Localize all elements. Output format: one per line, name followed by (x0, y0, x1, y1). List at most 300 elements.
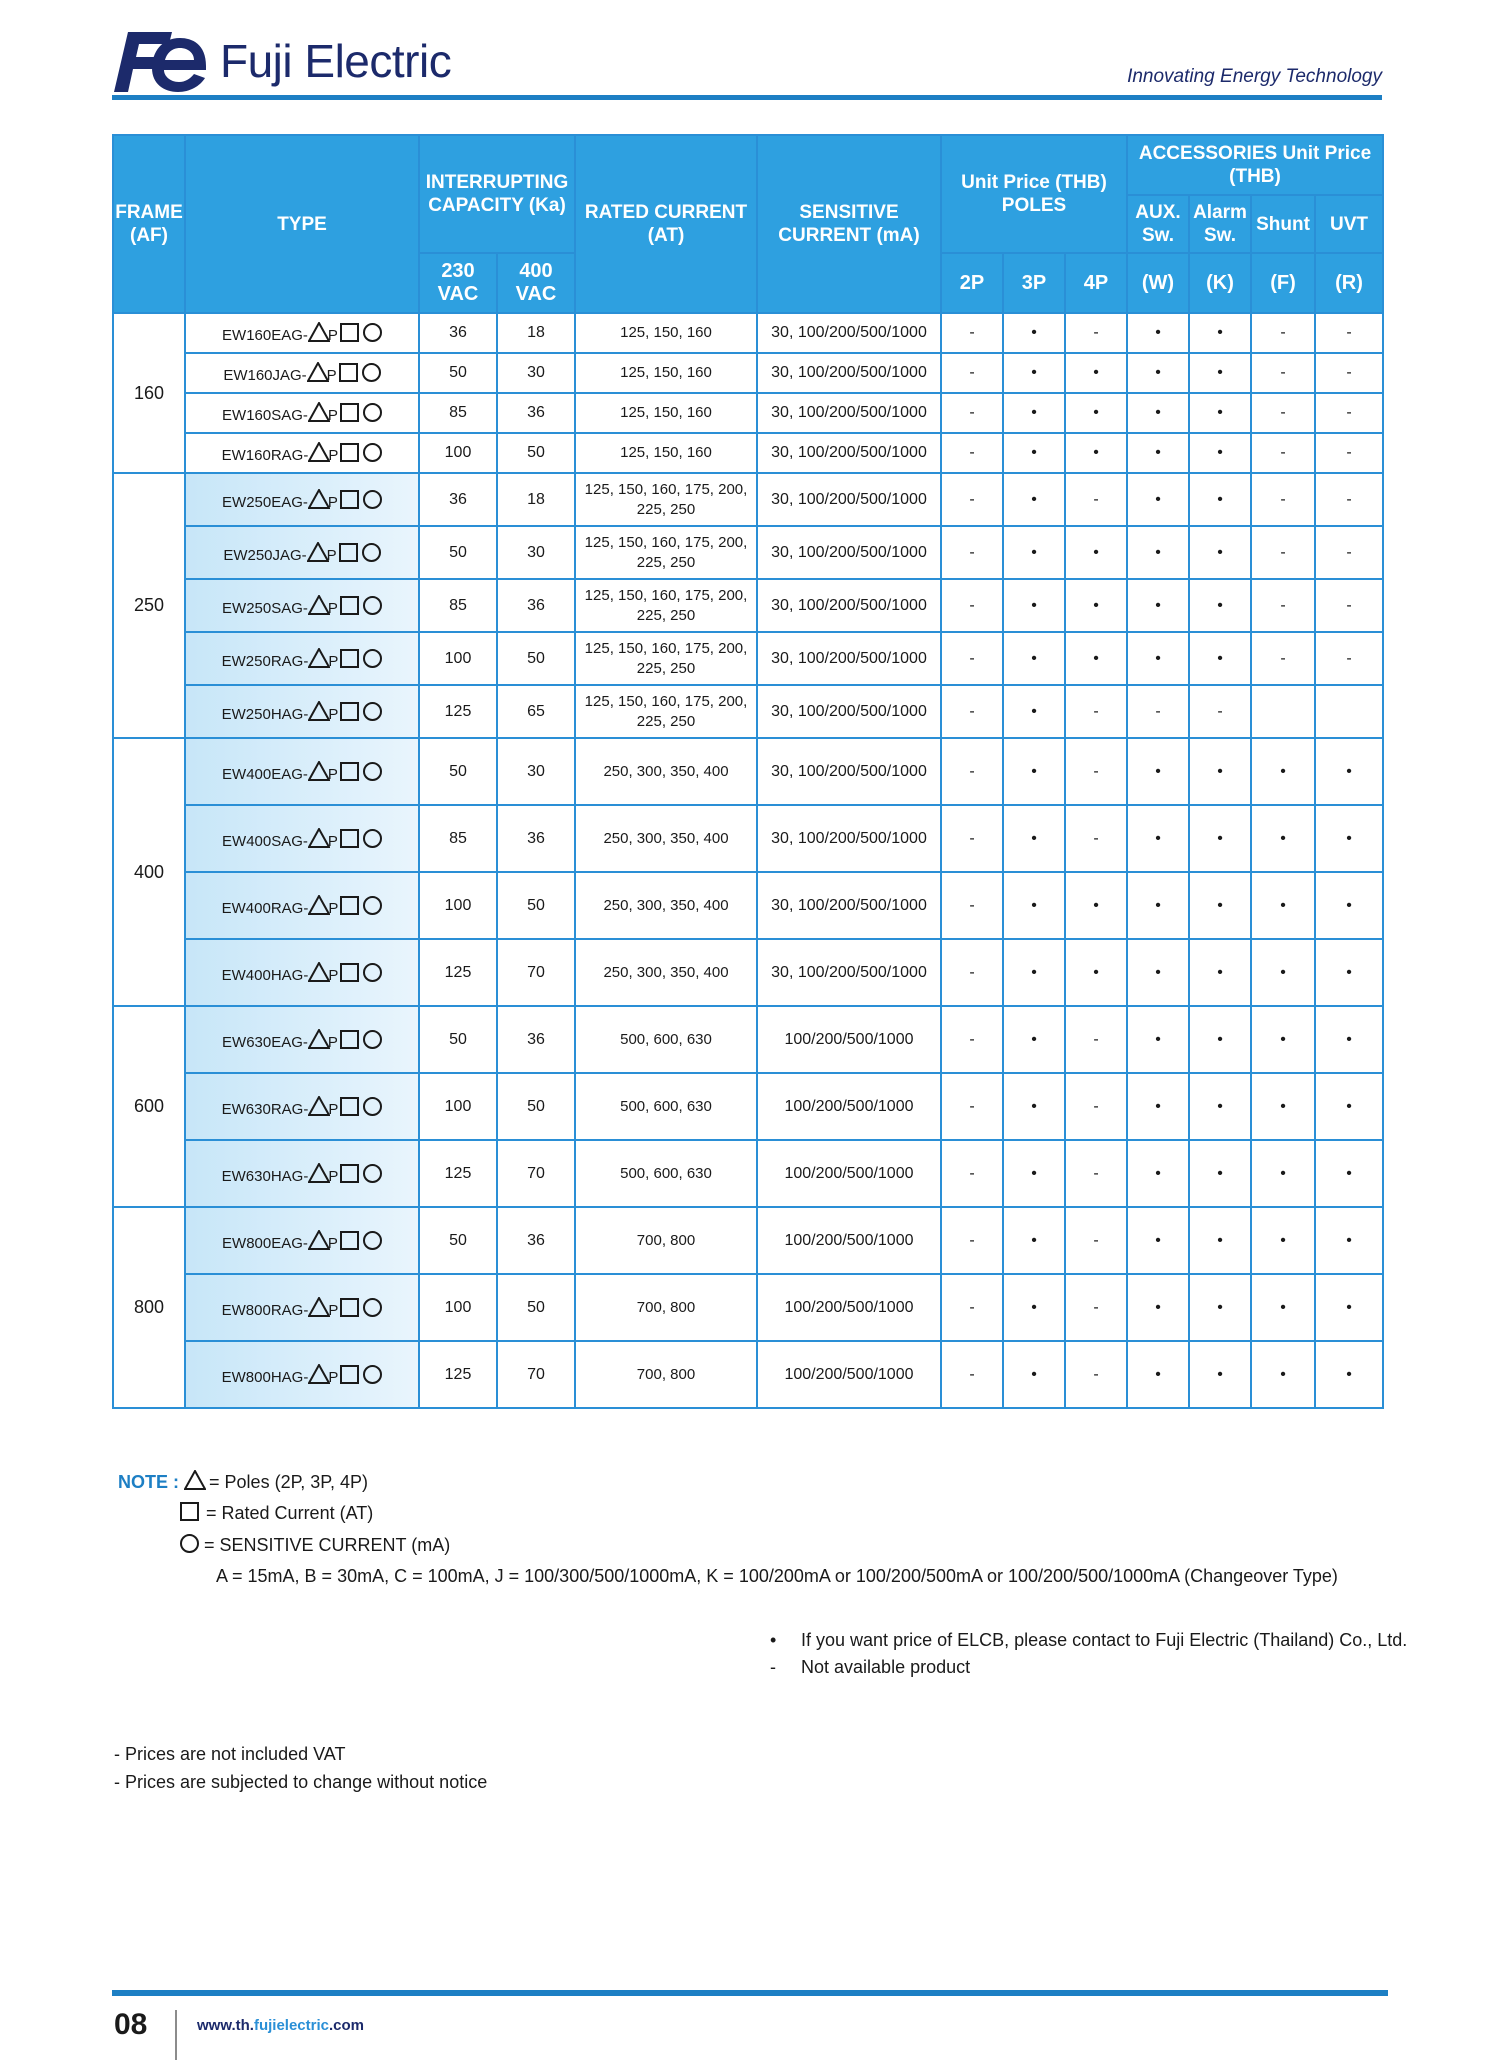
shunt-cell: - (1251, 632, 1315, 685)
type-code: EW250RAG- (221, 652, 309, 670)
rated-current-cell: 500, 600, 630 (575, 1006, 757, 1073)
capacity-400vac-cell: 70 (497, 1140, 575, 1207)
aux-sw-cell: - (1127, 685, 1189, 738)
aux-sw-cell: • (1127, 526, 1189, 579)
price-4p-cell: • (1065, 579, 1127, 632)
price-2p-cell: - (941, 1341, 1003, 1408)
frame-cell: 400 (113, 738, 185, 1006)
shunt-cell: - (1251, 393, 1315, 433)
price-3p-cell: • (1003, 393, 1065, 433)
type-cell (185, 685, 419, 738)
table-row (113, 1140, 1383, 1207)
square-icon (340, 323, 359, 342)
header-interrupting: INTERRUPTING CAPACITY (Ka) (419, 135, 575, 253)
aux-sw-cell: • (1127, 738, 1189, 805)
price-4p-cell: - (1065, 685, 1127, 738)
header-f: (F) (1251, 253, 1315, 313)
header-frame: FRAME (AF) (113, 135, 185, 313)
sensitive-current-cell: 30, 100/200/500/1000 (757, 805, 941, 872)
uvt-cell: • (1315, 1073, 1383, 1140)
capacity-400vac-cell: 50 (497, 632, 575, 685)
price-2p-cell: - (941, 313, 1003, 353)
capacity-400vac-cell: 70 (497, 939, 575, 1006)
alarm-sw-cell: • (1189, 1140, 1251, 1207)
square-icon (340, 490, 359, 509)
rated-current-cell: 125, 150, 160, 175, 200, 225, 250 (575, 526, 757, 579)
type-cell (185, 872, 419, 939)
header-alarm-sw: Alarm Sw. (1189, 195, 1251, 253)
shunt-cell (1251, 685, 1315, 738)
capacity-230vac-cell: 125 (419, 939, 497, 1006)
table-row (113, 1073, 1383, 1140)
frame-cell: 160 (113, 313, 185, 473)
shunt-cell: - (1251, 579, 1315, 632)
circle-icon (180, 1534, 199, 1553)
table-row (113, 685, 1383, 738)
capacity-230vac-cell: 85 (419, 579, 497, 632)
type-code: EW400EAG- (222, 765, 308, 783)
price-3p-cell: • (1003, 738, 1065, 805)
table-row (113, 805, 1383, 872)
capacity-230vac-cell: 50 (419, 353, 497, 393)
price-2p-cell: - (941, 1207, 1003, 1274)
sensitive-current-cell: 30, 100/200/500/1000 (757, 313, 941, 353)
frame-cell: 800 (113, 1207, 185, 1408)
type-code: EW400SAG- (222, 832, 308, 850)
capacity-230vac-cell: 50 (419, 738, 497, 805)
type-cell (185, 1341, 419, 1408)
table-row (113, 353, 1383, 393)
url-highlight: fujielectric (253, 2017, 329, 2034)
shunt-cell: • (1251, 1341, 1315, 1408)
capacity-400vac-cell: 70 (497, 1341, 575, 1408)
alarm-sw-cell: • (1189, 632, 1251, 685)
type-code: EW160SAG- (222, 407, 308, 424)
uvt-cell: - (1315, 579, 1383, 632)
uvt-cell: - (1315, 473, 1383, 526)
circle-icon (363, 1365, 382, 1384)
sensitive-current-cell: 100/200/500/1000 (757, 1274, 941, 1341)
aux-sw-cell: • (1127, 473, 1189, 526)
price-3p-cell: • (1003, 1274, 1065, 1341)
type-cell (185, 632, 419, 685)
square-icon (340, 649, 359, 668)
table-row (113, 939, 1383, 1006)
capacity-400vac-cell: 65 (497, 685, 575, 738)
fuji-logo-icon (110, 26, 210, 96)
square-icon (340, 443, 359, 462)
uvt-cell: • (1315, 738, 1383, 805)
type-cell (185, 393, 419, 433)
type-suffix: P (327, 765, 338, 783)
capacity-400vac-cell: 36 (497, 579, 575, 632)
circle-icon (363, 649, 382, 668)
aux-sw-cell: • (1127, 1006, 1189, 1073)
uvt-cell: • (1315, 1006, 1383, 1073)
capacity-400vac-cell: 50 (497, 433, 575, 473)
square-icon (339, 543, 358, 562)
header-400vac: 400 VAC (497, 253, 575, 313)
type-suffix: P (326, 546, 337, 564)
price-3p-cell: • (1003, 579, 1065, 632)
header-rated-current: RATED CURRENT (AT) (575, 135, 757, 313)
square-icon (340, 1231, 359, 1250)
header-accessories: ACCESSORIES Unit Price (THB) (1127, 135, 1383, 195)
price-4p-cell: • (1065, 939, 1127, 1006)
circle-icon (363, 1097, 382, 1116)
sensitive-current-cell: 30, 100/200/500/1000 (757, 872, 941, 939)
aux-sw-cell: • (1127, 1140, 1189, 1207)
type-cell (185, 1140, 419, 1207)
circle-icon (363, 762, 382, 781)
alarm-sw-cell: • (1189, 1073, 1251, 1140)
sensitive-current-cell: 30, 100/200/500/1000 (757, 473, 941, 526)
type-cell (185, 313, 419, 353)
capacity-230vac-cell: 100 (419, 872, 497, 939)
header-2p: 2P (941, 253, 1003, 313)
price-4p-cell: • (1065, 393, 1127, 433)
sensitive-current-cell: 100/200/500/1000 (757, 1006, 941, 1073)
price-3p-cell: • (1003, 685, 1065, 738)
type-code: EW250EAG- (222, 493, 308, 511)
type-suffix: P (328, 447, 339, 464)
price-2p-cell: - (941, 1006, 1003, 1073)
type-suffix: P (328, 1368, 339, 1386)
price-4p-cell: • (1065, 353, 1127, 393)
brand-name: Fuji Electric (220, 35, 452, 87)
legend-dash-symbol: - (770, 1657, 776, 1677)
square-icon (340, 1030, 359, 1049)
price-2p-cell: - (941, 632, 1003, 685)
triangle-icon (308, 895, 328, 913)
price-3p-cell: • (1003, 526, 1065, 579)
sensitive-current-cell: 30, 100/200/500/1000 (757, 526, 941, 579)
type-code: EW160JAG- (223, 367, 307, 384)
price-3p-cell: • (1003, 632, 1065, 685)
type-cell (185, 805, 419, 872)
uvt-cell (1315, 685, 1383, 738)
aux-sw-cell: • (1127, 313, 1189, 353)
capacity-400vac-cell: 50 (497, 872, 575, 939)
type-cell (185, 579, 419, 632)
capacity-230vac-cell: 125 (419, 685, 497, 738)
square-icon (340, 1164, 359, 1183)
uvt-cell: • (1315, 805, 1383, 872)
type-code: EW630EAG- (222, 1033, 308, 1051)
type-cell (185, 353, 419, 393)
price-3p-cell: • (1003, 1073, 1065, 1140)
circle-icon (363, 490, 382, 509)
header-uvt: UVT (1315, 195, 1383, 253)
aux-sw-cell: • (1127, 579, 1189, 632)
type-code: EW250JAG- (223, 546, 307, 564)
uvt-cell: • (1315, 1274, 1383, 1341)
type-cell (185, 738, 419, 805)
square-icon (340, 762, 359, 781)
price-2p-cell: - (941, 1073, 1003, 1140)
price-4p-cell: - (1065, 1073, 1127, 1140)
triangle-icon (308, 648, 328, 666)
tagline: Innovating Energy Technology (1127, 66, 1382, 87)
price-2p-cell: - (941, 353, 1003, 393)
sensitive-current-cell: 30, 100/200/500/1000 (757, 685, 941, 738)
sensitive-current-cell: 100/200/500/1000 (757, 1073, 941, 1140)
triangle-icon (308, 1096, 328, 1114)
rated-current-cell: 700, 800 (575, 1274, 757, 1341)
circle-icon (363, 896, 382, 915)
price-2p-cell: - (941, 939, 1003, 1006)
circle-icon (363, 443, 382, 462)
price-4p-cell: - (1065, 473, 1127, 526)
circle-icon (363, 829, 382, 848)
type-code: EW400RAG- (221, 899, 309, 917)
rated-current-cell: 125, 150, 160 (575, 433, 757, 473)
square-icon (340, 702, 359, 721)
shunt-cell: • (1251, 1274, 1315, 1341)
price-4p-cell: • (1065, 872, 1127, 939)
aux-sw-cell: • (1127, 872, 1189, 939)
capacity-400vac-cell: 30 (497, 526, 575, 579)
frame-cell: 600 (113, 1006, 185, 1207)
capacity-400vac-cell: 36 (497, 393, 575, 433)
note-codes: A = 15mA, B = 30mA, C = 100mA, J = 100/300/500/1000mA, K = 100/200mA or 100/200/500mA or 100/200/500/1000mA (Changeover Type) (216, 1566, 1338, 1586)
type-suffix: P (328, 899, 339, 917)
aux-sw-cell: • (1127, 433, 1189, 473)
triangle-icon (308, 1029, 328, 1047)
sensitive-current-cell: 30, 100/200/500/1000 (757, 433, 941, 473)
square-icon (180, 1502, 199, 1521)
capacity-230vac-cell: 85 (419, 805, 497, 872)
price-3p-cell: • (1003, 1341, 1065, 1408)
header-230vac: 230 VAC (419, 253, 497, 313)
alarm-sw-cell: • (1189, 313, 1251, 353)
legend-dot-text: If you want price of ELCB, please contact to Fuji Electric (Thailand) Co., Ltd. (801, 1630, 1408, 1650)
price-4p-cell: - (1065, 805, 1127, 872)
legend-dot-symbol: • (770, 1630, 777, 1650)
price-2p-cell: - (941, 1140, 1003, 1207)
capacity-230vac-cell: 125 (419, 1140, 497, 1207)
type-suffix: P (327, 1234, 338, 1252)
price-2p-cell: - (941, 738, 1003, 805)
capacity-400vac-cell: 50 (497, 1274, 575, 1341)
price-4p-cell: • (1065, 433, 1127, 473)
square-icon (340, 1298, 359, 1317)
aux-sw-cell: • (1127, 805, 1189, 872)
rated-current-cell: 125, 150, 160, 175, 200, 225, 250 (575, 685, 757, 738)
circle-icon (363, 1231, 382, 1250)
price-4p-cell: - (1065, 1274, 1127, 1341)
circle-icon (363, 1030, 382, 1049)
aux-sw-cell: • (1127, 353, 1189, 393)
aux-sw-cell: • (1127, 1207, 1189, 1274)
page-number: 08 (114, 2008, 148, 2041)
uvt-cell: • (1315, 1140, 1383, 1207)
table-row (113, 393, 1383, 433)
circle-icon (363, 323, 382, 342)
price-2p-cell: - (941, 473, 1003, 526)
table-row (113, 1274, 1383, 1341)
price-3p-cell: • (1003, 313, 1065, 353)
type-suffix: P (328, 966, 339, 984)
type-cell (185, 433, 419, 473)
alarm-sw-cell: - (1189, 685, 1251, 738)
triangle-icon (308, 1230, 328, 1248)
rated-current-cell: 125, 150, 160, 175, 200, 225, 250 (575, 579, 757, 632)
header-sensitive-current: SENSITIVE CURRENT (mA) (757, 135, 941, 313)
rated-current-cell: 125, 150, 160 (575, 353, 757, 393)
shunt-cell: • (1251, 872, 1315, 939)
note-rated: = Rated Current (AT) (206, 1503, 374, 1523)
capacity-230vac-cell: 85 (419, 393, 497, 433)
aux-sw-cell: • (1127, 1073, 1189, 1140)
legend-dash-text: Not available product (801, 1657, 971, 1677)
aux-sw-cell: • (1127, 1341, 1189, 1408)
triangle-icon (184, 1470, 204, 1488)
circle-icon (363, 702, 382, 721)
alarm-sw-cell: • (1189, 738, 1251, 805)
price-2p-cell: - (941, 579, 1003, 632)
sensitive-current-cell: 30, 100/200/500/1000 (757, 632, 941, 685)
price-2p-cell: - (941, 1274, 1003, 1341)
shunt-cell: - (1251, 526, 1315, 579)
capacity-400vac-cell: 50 (497, 1073, 575, 1140)
capacity-400vac-cell: 36 (497, 805, 575, 872)
type-code: EW630RAG- (221, 1100, 309, 1118)
aux-sw-cell: • (1127, 939, 1189, 1006)
price-4p-cell: - (1065, 1140, 1127, 1207)
type-code: EW800HAG- (221, 1368, 309, 1386)
type-suffix: P (327, 327, 338, 344)
shunt-cell: - (1251, 353, 1315, 393)
elcb-price-table (112, 134, 1384, 1409)
disclaimer-change: - Prices are subjected to change without notice (114, 1772, 488, 1792)
square-icon (340, 963, 359, 982)
uvt-cell: - (1315, 393, 1383, 433)
rated-current-cell: 700, 800 (575, 1207, 757, 1274)
uvt-cell: • (1315, 1207, 1383, 1274)
price-2p-cell: - (941, 685, 1003, 738)
price-3p-cell: • (1003, 473, 1065, 526)
rated-current-cell: 500, 600, 630 (575, 1140, 757, 1207)
price-2p-cell: - (941, 433, 1003, 473)
shunt-cell: • (1251, 1073, 1315, 1140)
capacity-400vac-cell: 18 (497, 313, 575, 353)
header-unit-price-poles: Unit Price (THB) POLES (941, 135, 1127, 253)
rated-current-cell: 125, 150, 160 (575, 313, 757, 353)
alarm-sw-cell: • (1189, 393, 1251, 433)
circle-icon (363, 596, 382, 615)
rated-current-cell: 125, 150, 160, 175, 200, 225, 250 (575, 473, 757, 526)
triangle-icon (308, 489, 328, 507)
sensitive-current-cell: 100/200/500/1000 (757, 1207, 941, 1274)
uvt-cell: - (1315, 632, 1383, 685)
type-code: EW630HAG- (221, 1167, 309, 1185)
capacity-230vac-cell: 36 (419, 473, 497, 526)
capacity-400vac-cell: 30 (497, 353, 575, 393)
website-link[interactable] (197, 2017, 364, 2034)
type-code: EW160EAG- (222, 327, 308, 344)
alarm-sw-cell: • (1189, 579, 1251, 632)
shunt-cell: • (1251, 939, 1315, 1006)
square-icon (340, 896, 359, 915)
price-2p-cell: - (941, 805, 1003, 872)
header-3p: 3P (1003, 253, 1065, 313)
type-suffix: P (328, 652, 339, 670)
triangle-icon (308, 442, 328, 460)
price-4p-cell: - (1065, 1207, 1127, 1274)
square-icon (340, 1097, 359, 1116)
uvt-cell: - (1315, 433, 1383, 473)
square-icon (340, 403, 359, 422)
price-3p-cell: • (1003, 433, 1065, 473)
table-row (113, 1207, 1383, 1274)
url-prefix: www.th. (197, 2017, 254, 2034)
alarm-sw-cell: • (1189, 1006, 1251, 1073)
square-icon (340, 596, 359, 615)
brand-logo (110, 26, 451, 96)
type-code: EW400HAG- (221, 966, 309, 984)
capacity-400vac-cell: 30 (497, 738, 575, 805)
triangle-icon (308, 1364, 328, 1382)
type-cell (185, 1207, 419, 1274)
alarm-sw-cell: • (1189, 939, 1251, 1006)
table-row (113, 738, 1383, 805)
alarm-sw-cell: • (1189, 1341, 1251, 1408)
type-suffix: P (327, 407, 338, 424)
type-suffix: P (328, 1100, 339, 1118)
table-row (113, 579, 1383, 632)
sensitive-current-cell: 30, 100/200/500/1000 (757, 579, 941, 632)
square-icon (339, 363, 358, 382)
shunt-cell: - (1251, 313, 1315, 353)
price-3p-cell: • (1003, 872, 1065, 939)
triangle-icon (308, 962, 328, 980)
square-icon (340, 829, 359, 848)
circle-icon (362, 543, 381, 562)
triangle-icon (308, 1163, 328, 1181)
uvt-cell: - (1315, 353, 1383, 393)
rated-current-cell: 500, 600, 630 (575, 1073, 757, 1140)
aux-sw-cell: • (1127, 393, 1189, 433)
type-suffix: P (328, 705, 339, 723)
header-aux-sw: AUX. Sw. (1127, 195, 1189, 253)
alarm-sw-cell: • (1189, 805, 1251, 872)
legend (770, 1630, 1407, 1684)
uvt-cell: - (1315, 313, 1383, 353)
capacity-230vac-cell: 36 (419, 313, 497, 353)
triangle-icon (308, 828, 328, 846)
table-row (113, 1006, 1383, 1073)
table-row (113, 433, 1383, 473)
capacity-400vac-cell: 36 (497, 1006, 575, 1073)
price-3p-cell: • (1003, 1140, 1065, 1207)
price-4p-cell: - (1065, 1006, 1127, 1073)
table-row (113, 313, 1383, 353)
type-cell (185, 1274, 419, 1341)
uvt-cell: • (1315, 939, 1383, 1006)
frame-cell: 250 (113, 473, 185, 738)
price-2p-cell: - (941, 393, 1003, 433)
disclaimer-vat: - Prices are not included VAT (114, 1744, 346, 1764)
shunt-cell: • (1251, 738, 1315, 805)
triangle-icon (308, 595, 328, 613)
capacity-230vac-cell: 100 (419, 1274, 497, 1341)
triangle-icon (308, 402, 328, 420)
shunt-cell: • (1251, 1140, 1315, 1207)
alarm-sw-cell: • (1189, 872, 1251, 939)
table-row (113, 473, 1383, 526)
sensitive-current-cell: 30, 100/200/500/1000 (757, 353, 941, 393)
